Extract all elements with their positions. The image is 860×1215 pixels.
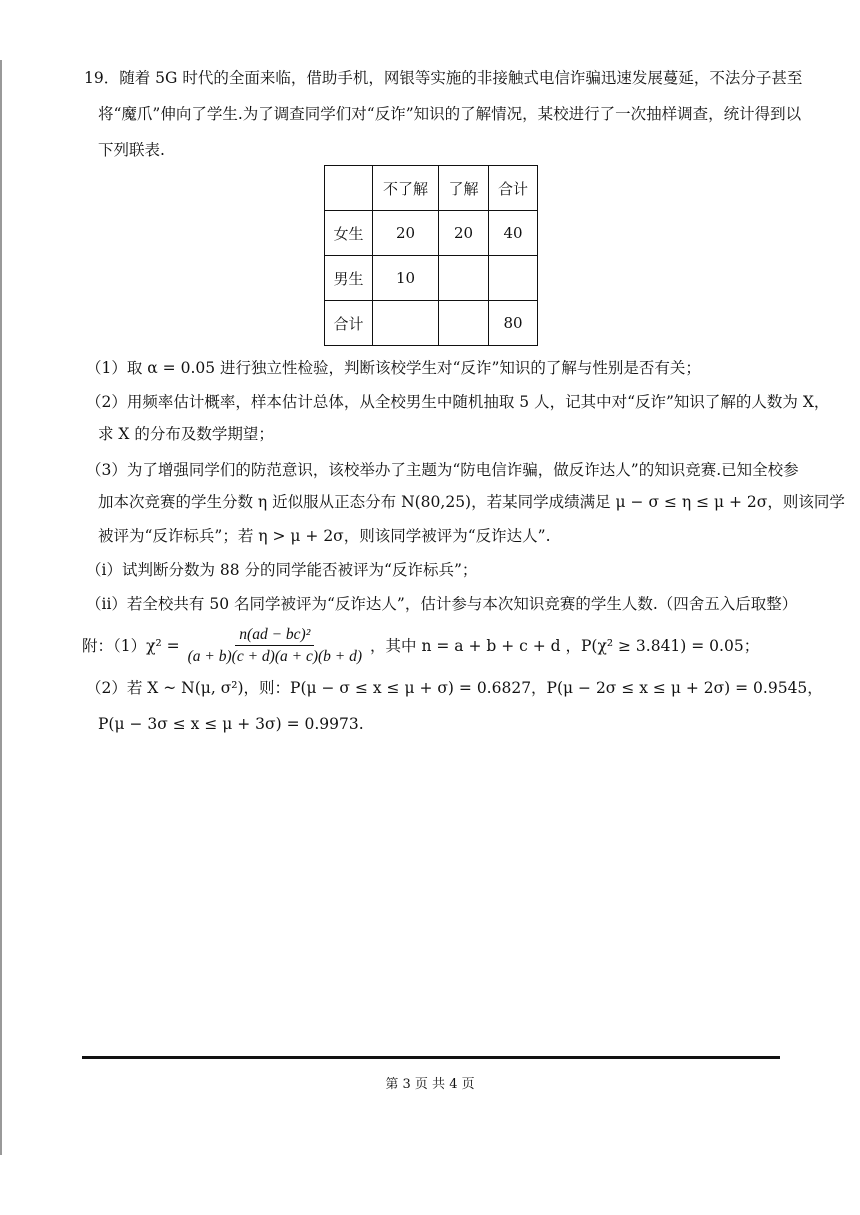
appendix-prefix: 附：（1）χ² =: [82, 636, 180, 655]
footer-divider: [82, 1056, 780, 1059]
contingency-table: [324, 165, 538, 346]
part-3-line-1: （3）为了增强同学们的防范意识，该校举办了主题为“防电信诈骗，做反诈达人”的知识竞赛.已知全校参: [86, 461, 799, 479]
table-header-cell: 了解: [439, 166, 489, 211]
table-cell: 20: [439, 211, 489, 256]
table-cell: 20: [373, 211, 439, 256]
table-row: [325, 256, 538, 301]
table-cell: 10: [373, 256, 439, 301]
part-2-line-1: （2）用频率估计概率，样本估计总体，从全校男生中随机抽取 5 人，记其中对“反诈”知识了解的人数为 X，: [86, 393, 830, 411]
table-header-cell: 合计: [489, 166, 538, 211]
fraction-numerator: n(ad − bc)²: [235, 625, 314, 646]
table-cell: [439, 256, 489, 301]
table-cell: [489, 256, 538, 301]
question-intro-line-1: 19．随着 5G 时代的全面来临，借助手机，网银等实施的非接触式电信诈骗迅速发展蔓延，不法分子甚至: [84, 69, 803, 87]
chi-square-fraction: [184, 625, 366, 666]
appendix-formula-line: [82, 625, 759, 666]
table-row: [325, 301, 538, 346]
appendix-suffix: ，其中 n = a + b + c + d ，P(χ² ≥ 3.841) = 0.05；: [370, 636, 760, 655]
left-margin-rule: [0, 60, 2, 1155]
table-header-row: [325, 166, 538, 211]
sub-question-ii: （ii）若全校共有 50 名同学被评为“反诈达人”，估计参与本次知识竞赛的学生人数.（四舍五入后取整）: [86, 595, 798, 613]
table-cell: 40: [489, 211, 538, 256]
question-intro-line-2: 将“魔爪”伸向了学生.为了调查同学们对“反诈”知识的了解情况，某校进行了一次抽样调查，统计得到以: [98, 105, 802, 123]
part-2-line-2: 求 X 的分布及数学期望；: [98, 425, 274, 443]
table-header-cell: 不了解: [373, 166, 439, 211]
table-cell: [325, 166, 373, 211]
table-row-label: 合计: [325, 301, 373, 346]
table-row-label: 女生: [325, 211, 373, 256]
appendix-line-2: （2）若 X ~ N(μ, σ²)，则：P(μ − σ ≤ x ≤ μ + σ) = 0.6827，P(μ − 2σ ≤ x ≤ μ + 2σ) = 0.9545，: [86, 679, 823, 697]
part-3-line-3: 被评为“反诈标兵”；若 η > μ + 2σ，则该同学被评为“反诈达人”.: [98, 527, 551, 545]
table-cell: [439, 301, 489, 346]
sub-question-i: （i）试判断分数为 88 分的同学能否被评为“反诈标兵”；: [86, 561, 478, 579]
appendix-line-3: P(μ − 3σ ≤ x ≤ μ + 3σ) = 0.9973.: [98, 715, 364, 733]
question-intro-line-3: 下列联表.: [98, 141, 165, 159]
table-row: [325, 211, 538, 256]
page-number-footer: 第 3 页 共 4 页: [385, 1077, 475, 1092]
part-3-line-2: 加本次竞赛的学生分数 η 近似服从正态分布 N(80,25)，若某同学成绩满足 μ − σ ≤ η ≤ μ + 2σ，则该同学: [98, 493, 845, 511]
table-cell: [373, 301, 439, 346]
part-1-text: （1）取 α = 0.05 进行独立性检验，判断该校学生对“反诈”知识的了解与性别是否有关；: [86, 359, 701, 377]
fraction-denominator: (a + b)(c + d)(a + c)(b + d): [187, 648, 363, 665]
table-row-label: 男生: [325, 256, 373, 301]
table-cell: 80: [489, 301, 538, 346]
